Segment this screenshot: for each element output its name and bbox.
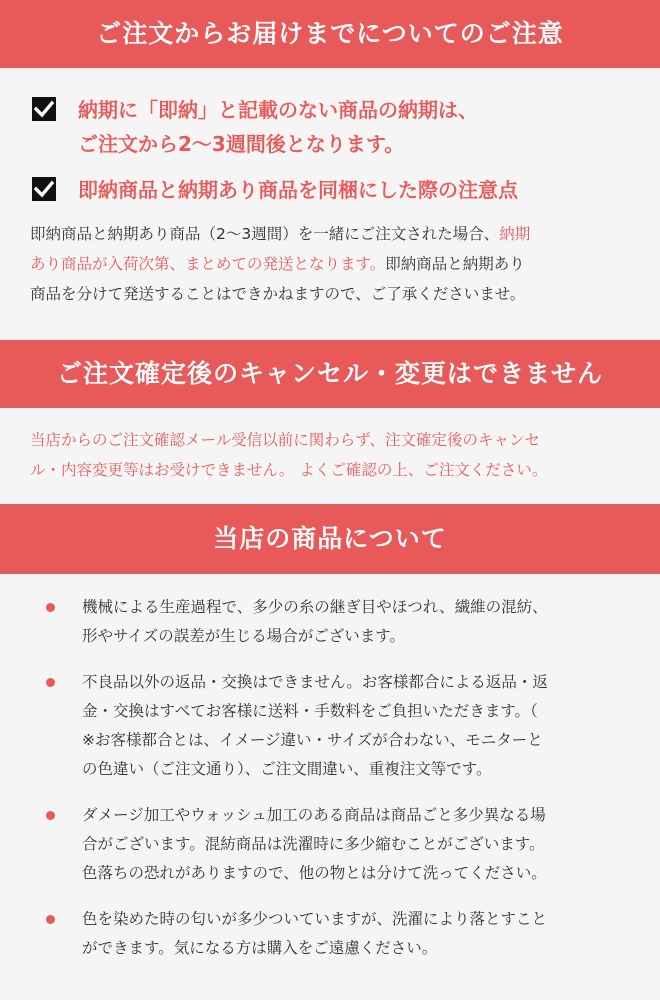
paragraph-highlight: 納期 bbox=[499, 225, 531, 243]
list-item-line: 機械による生産過程で、多少の糸の継ぎ目やほつれ、繊維の混紡、 bbox=[82, 598, 548, 616]
list-item-line: ダメージ加工やウォッシュ加工のある商品は商品ごと多少異なる場 bbox=[82, 806, 546, 824]
section-title-cancel: ご注文確定後のキャンセル・変更はできません bbox=[0, 340, 660, 408]
list-item-text bbox=[82, 668, 548, 784]
list-item bbox=[34, 905, 626, 963]
list-item bbox=[34, 593, 626, 651]
check-item-line: ご注文から2〜3週間後となります。 bbox=[78, 132, 405, 156]
bundle-notice-paragraph bbox=[30, 219, 630, 309]
list-item-line: ができます。気になる方は購入をご遠慮ください。 bbox=[82, 939, 438, 957]
bullet-dot-icon bbox=[46, 811, 55, 820]
paragraph-line: 商品を分けて発送することはできかねますので、ご了承くださいませ。 bbox=[30, 285, 526, 303]
list-item-line: 色落ちの恐れがありますので、他の物とは分けて洗ってください。 bbox=[82, 864, 547, 882]
list-item-line: 金・交換はすべてお客様に送料・手数料をご負担いただきます。（ bbox=[82, 702, 538, 720]
list-item-line: 形やサイズの誤差が生じる場合がございます。 bbox=[82, 627, 406, 645]
paragraph-line bbox=[30, 249, 630, 279]
paragraph-text: 即納商品と納期あり bbox=[385, 255, 525, 273]
paragraph-line bbox=[30, 219, 630, 249]
check-item-bundle bbox=[30, 173, 630, 207]
list-item-line: の色違い（ご注文通り）、ご注文間違い、重複注文等です。 bbox=[82, 760, 492, 778]
bullet-dot-icon bbox=[46, 678, 55, 687]
list-item bbox=[34, 668, 626, 784]
checkmark-icon bbox=[32, 177, 56, 201]
paragraph-line: 当店からのご注文確認メール受信以前に関わらず、注文確定後のキャンセ bbox=[30, 431, 540, 449]
check-item-lead-time bbox=[30, 93, 630, 161]
bullet-dot-icon bbox=[46, 603, 55, 612]
paragraph-line: ル・内容変更等はお受けできません。 よくご確認の上、ご注文ください。 bbox=[30, 461, 548, 479]
list-item-line: ※お客様都合とは、イメージ違い・サイズが合わない、モニターと bbox=[82, 731, 543, 749]
cancel-notice-paragraph bbox=[30, 425, 630, 485]
list-item-text bbox=[82, 593, 548, 651]
list-item-line: 不良品以外の返品・交換はできません。お客様都合による返品・返 bbox=[82, 673, 548, 691]
check-item-text: 即納商品と納期あり商品を同梱にした際の注意点 bbox=[78, 178, 518, 202]
delivery-notice-section bbox=[0, 68, 660, 340]
list-item bbox=[34, 801, 626, 888]
paragraph-text: 即納商品と納期あり商品（2〜3週間）を一緒にご注文された場合、 bbox=[30, 225, 500, 243]
list-item-text bbox=[82, 905, 547, 963]
section-title-products: 当店の商品について bbox=[0, 504, 660, 574]
paragraph-highlight: あり商品が入荷次第、まとめての発送となります。 bbox=[30, 255, 386, 273]
section-title-delivery: ご注文からお届けまでについてのご注意 bbox=[0, 0, 660, 68]
checkmark-icon bbox=[32, 97, 56, 121]
list-item-line: 色を染めた時の匂いが多少ついていますが、洗濯により落とすこと bbox=[82, 910, 548, 928]
list-item-text bbox=[82, 801, 547, 888]
cancel-notice-section bbox=[0, 408, 660, 504]
product-notes-section bbox=[0, 574, 660, 963]
check-item-text bbox=[78, 93, 478, 161]
list-item-line: 合がございます。混紡商品は洗濯時に多少縮むことがございます。 bbox=[82, 835, 545, 853]
check-item-line: 納期に「即納」と記載のない商品の納期は、 bbox=[78, 98, 478, 122]
bullet-dot-icon bbox=[46, 915, 55, 924]
